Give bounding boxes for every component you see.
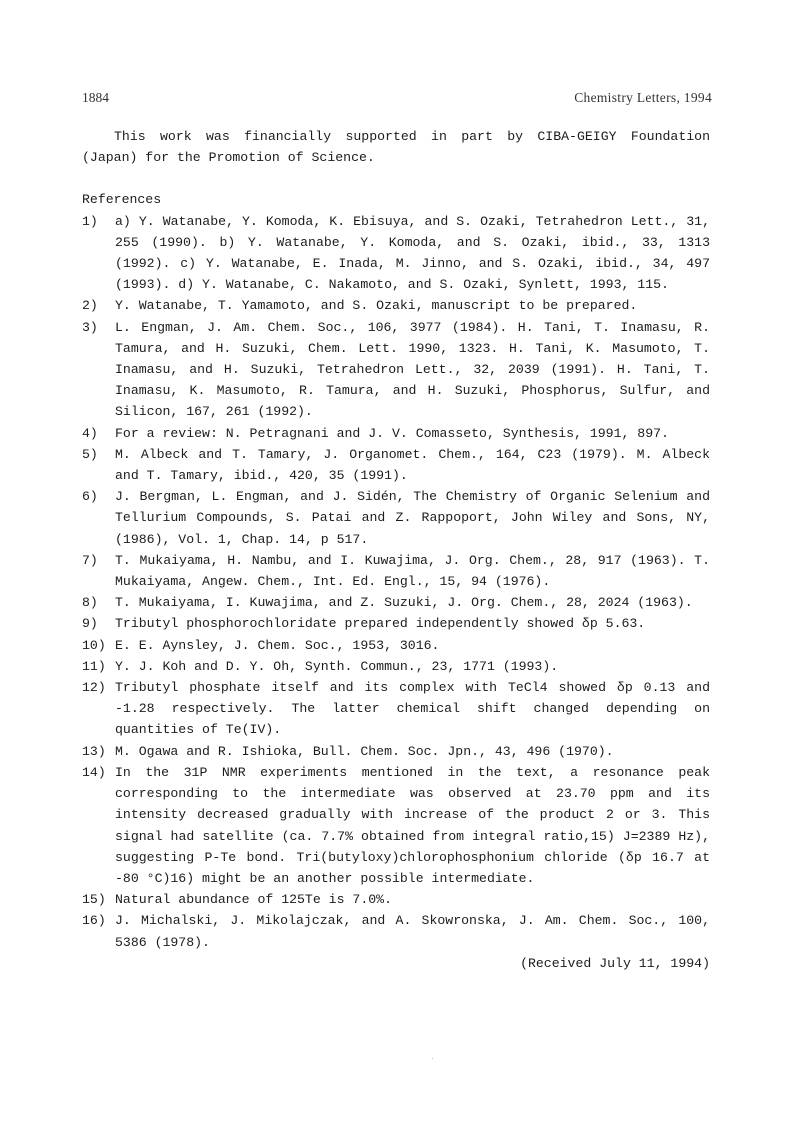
reference-text: a) Y. Watanabe, Y. Komoda, K. Ebisuya, and S. Ozaki, Tetrahedron Lett., 31, 255 (1990). b) Y. Watanabe, Y. Komoda, and S. Ozaki, ibid., 33, 1313 (1992). c) Y. Watanabe, E. Inada, M. Jinno, and S. Ozaki, ibid., 34, 497 (1993). d) Y. Watanabe, C. Nakamoto, and S. Ozaki, Synlett, 1993, 115. [115, 213, 710, 293]
reference-number: 12) [82, 680, 106, 696]
reference-number: 11) [82, 658, 106, 674]
acknowledgment: This work was financially supported in part by CIBA-GEIGY Foundation (Japan) for the Promotion of Science. [82, 129, 710, 166]
references-list [82, 211, 710, 953]
reference-text: Y. Watanabe, T. Yamamoto, and S. Ozaki, manuscript to be prepared. [115, 298, 638, 314]
reference-11 [82, 656, 710, 677]
reference-7 [82, 550, 710, 592]
reference-text: E. E. Aynsley, J. Chem. Soc., 1953, 3016. [115, 637, 440, 653]
reference-number: 6) [82, 489, 98, 505]
page-number: 1884 [82, 90, 109, 105]
reference-text: Natural abundance of 125Te is 7.0%. [115, 892, 392, 908]
reference-15 [82, 889, 710, 910]
reference-number: 3) [82, 319, 98, 335]
reference-9 [82, 613, 710, 634]
reference-number: 15) [82, 892, 106, 908]
reference-text: Tributyl phosphate itself and its complex with TeCl4 showed δp 0.13 and -1.28 respectively. The latter chemical shift changed depending on quantities of Te(IV). [115, 680, 710, 738]
reference-14 [82, 762, 710, 889]
received-date: (Received July 11, 1994) [520, 955, 710, 971]
journal-name: Chemistry Letters, 1994 [574, 90, 712, 105]
reference-number: 2) [82, 298, 98, 314]
reference-3 [82, 317, 710, 423]
reference-10 [82, 635, 710, 656]
reference-text: In the 31P NMR experiments mentioned in the text, a resonance peak corresponding to the intermediate was observed at 23.70 ppm and its intensity decreased gradually with increase of the product 2 or 3. This signal had satellite (ca. 7.7% obtained from integral ratio,15) J=2389 Hz), suggesting P-Te bond. Tri(butyloxy)chlorophosphonium chloride (δp 16.7 at -80 °C)16) might be an another possible intermediate. [115, 764, 710, 886]
reference-number: 10) [82, 637, 106, 653]
reference-text: J. Michalski, J. Mikolajczak, and A. Skowronska, J. Am. Chem. Soc., 100, 5386 (1978). [115, 913, 710, 950]
reference-number: 16) [82, 913, 106, 929]
reference-number: 13) [82, 743, 106, 759]
reference-text: T. Mukaiyama, I. Kuwajima, and Z. Suzuki, J. Org. Chem., 28, 2024 (1963). [115, 595, 693, 611]
reference-text: T. Mukaiyama, H. Nambu, and I. Kuwajima, J. Org. Chem., 28, 917 (1963). T. Mukaiyama, Angew. Chem., Int. Ed. Engl., 15, 94 (1976). [115, 552, 710, 590]
reference-6 [82, 486, 710, 550]
running-header [82, 90, 712, 110]
reference-text: M. Albeck and T. Tamary, J. Organomet. Chem., 164, C23 (1979). M. Albeck and T. Tamary, ibid., 420, 35 (1991). [115, 446, 710, 484]
page-body [82, 126, 710, 974]
reference-number: 1) [82, 213, 98, 229]
reference-number: 5) [82, 446, 98, 462]
reference-text: L. Engman, J. Am. Chem. Soc., 106, 3977 (1984). H. Tani, T. Inamasu, R. Tamura, and H. Suzuki, Chem. Lett. 1990, 1323. H. Tani, K. Masumoto, T. Inamasu, and H. Suzuki, Tetrahedron Lett., 32, 2039 (1991). H. Tani, T. Inamasu, K. Masumoto, R. Tamura, and H. Suzuki, Phosphorus, Sulfur, and Silicon, 167, 261 (1992). [115, 319, 710, 420]
reference-number: 14) [82, 764, 106, 780]
reference-5 [82, 444, 710, 486]
reference-12 [82, 677, 710, 741]
reference-1 [82, 211, 710, 296]
reference-16 [82, 910, 710, 952]
reference-4 [82, 423, 710, 444]
reference-number: 4) [82, 425, 98, 441]
reference-number: 9) [82, 616, 98, 632]
reference-number: 8) [82, 595, 98, 611]
scan-speck [432, 1058, 433, 1059]
reference-text: J. Bergman, L. Engman, and J. Sidén, The Chemistry of Organic Selenium and Tellurium Compounds, S. Patai and Z. Rappoport, John Wiley and Sons, NY, (1986), Vol. 1, Chap. 14, p 517. [115, 489, 710, 547]
reference-text: M. Ogawa and R. Ishioka, Bull. Chem. Soc. Jpn., 43, 496 (1970). [115, 743, 614, 759]
reference-text: Tributyl phosphorochloridate prepared independently showed δp 5.63. [115, 616, 646, 632]
reference-8 [82, 592, 710, 613]
reference-text: Y. J. Koh and D. Y. Oh, Synth. Commun., 23, 1771 (1993). [115, 658, 559, 674]
reference-number: 7) [82, 552, 98, 568]
reference-13 [82, 741, 710, 762]
reference-2 [82, 295, 710, 316]
reference-text: For a review: N. Petragnani and J. V. Comasseto, Synthesis, 1991, 897. [115, 425, 669, 441]
references-heading: References [82, 192, 162, 208]
